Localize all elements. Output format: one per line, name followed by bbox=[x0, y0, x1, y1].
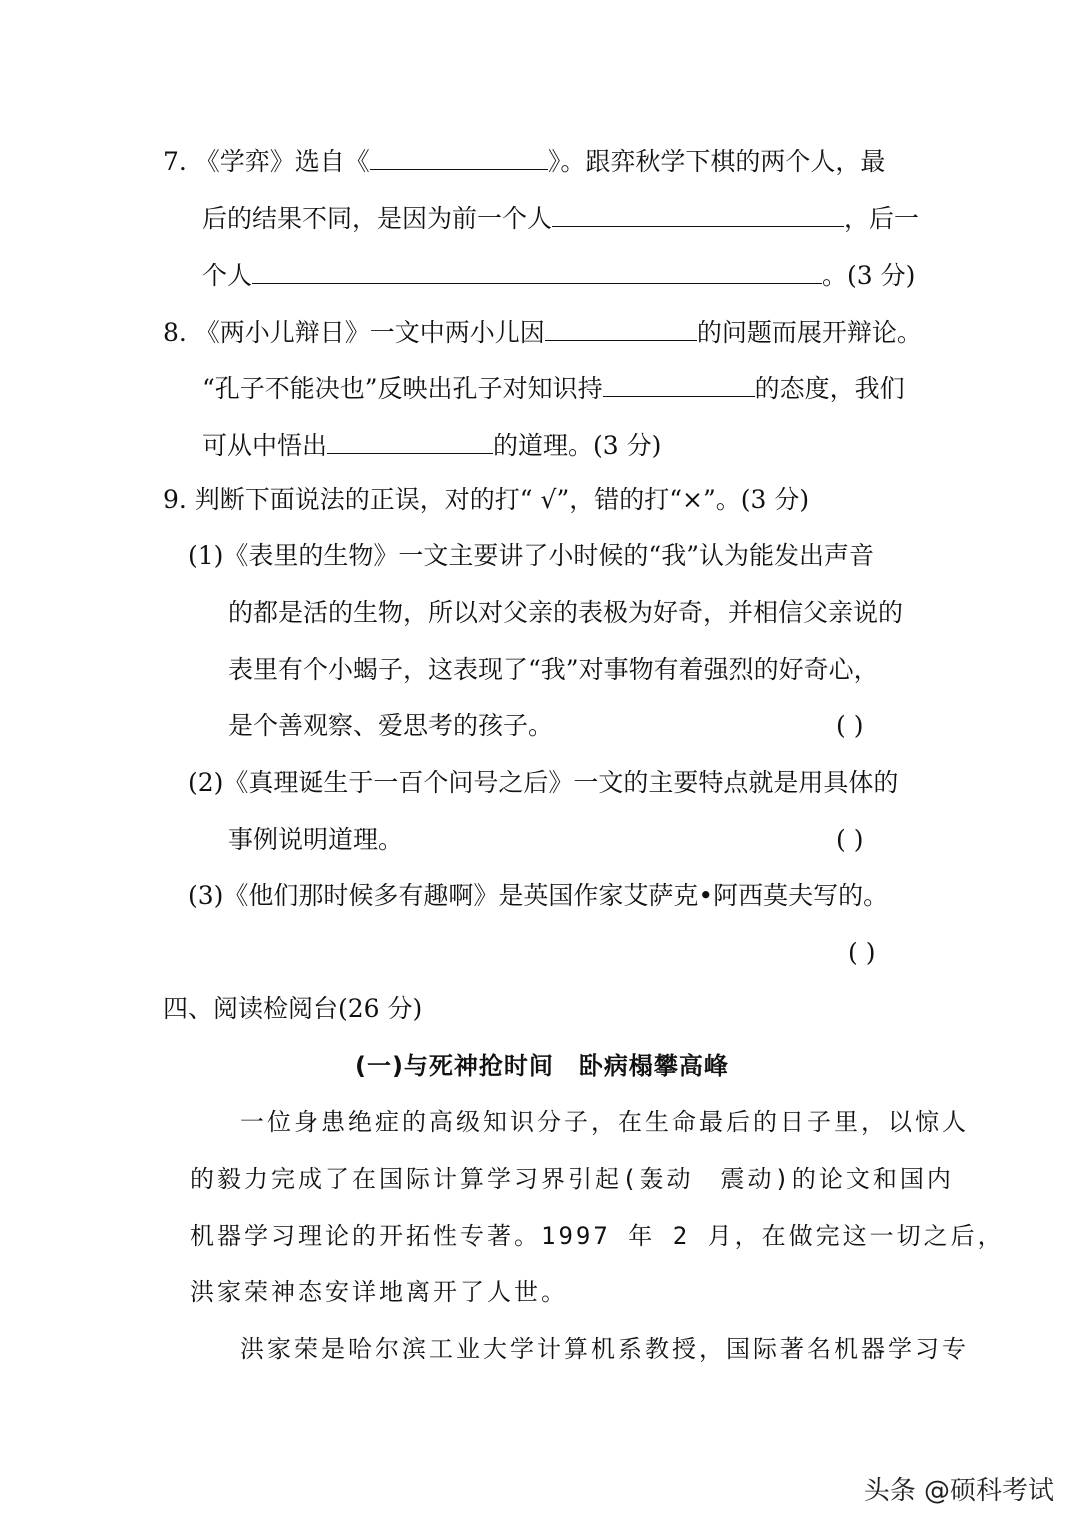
passage-line-3: 机器学习理论的开拓性专著。1997 年 2 月，在做完这一切之后， bbox=[190, 1222, 1005, 1250]
q9-item-3-answer-paren[interactable]: ( ) bbox=[848, 938, 876, 967]
q7-text: 后的结果不同，是因为前一个人 bbox=[202, 204, 553, 233]
q9-item-3-line-1: (3)《他们那时候多有趣啊》是英国作家艾萨克•阿西莫夫写的。 bbox=[188, 881, 889, 910]
passage-line-2: 的毅力完成了在国际计算学习界引起(轰动 震动)的论文和国内 bbox=[190, 1165, 954, 1193]
q9-item-2-line-2: 事例说明道理。 bbox=[228, 825, 404, 854]
q7-blank-book[interactable] bbox=[370, 143, 548, 170]
q8-line-2 bbox=[202, 370, 905, 405]
q7-text: 个人 bbox=[202, 261, 253, 290]
q7-text: 7. 《学弈》选自《 bbox=[163, 147, 370, 176]
q9-stem: 9. 判断下面说法的正误，对的打“ √”，错的打“×”。(3 分) bbox=[163, 485, 810, 514]
q7-text: 》。跟弈秋学下棋的两个人，最 bbox=[547, 147, 886, 176]
q7-text: 。(3 分) bbox=[822, 261, 916, 290]
q7-line-2 bbox=[202, 200, 919, 235]
passage-line-1: 一位身患绝症的高级知识分子，在生命最后的日子里，以惊人 bbox=[240, 1108, 969, 1136]
passage-line-5: 洪家荣是哈尔滨工业大学计算机系教授，国际著名机器学习专 bbox=[240, 1335, 969, 1363]
q8-text: 的态度，我们 bbox=[754, 374, 905, 403]
q7-blank-first-person[interactable] bbox=[552, 200, 844, 227]
q9-item-1-line-3: 表里有个小蝎子，这表现了“我”对事物有着强烈的好奇心， bbox=[228, 655, 879, 684]
passage-line-4: 洪家荣神态安详地离开了人世。 bbox=[190, 1278, 568, 1306]
q7-text: ，后一 bbox=[844, 204, 920, 233]
watermark-label: 头条 @硕科考试 bbox=[863, 1476, 1054, 1506]
q8-blank-issue[interactable] bbox=[545, 314, 697, 341]
section-4-title: 四、阅读检阅台(26 分) bbox=[163, 994, 423, 1023]
q9-item-1-line-4: 是个善观察、爱思考的孩子。 bbox=[228, 711, 554, 740]
q8-text: 的道理。(3 分) bbox=[493, 431, 662, 460]
q9-item-1-answer-paren[interactable]: ( ) bbox=[836, 711, 864, 740]
q8-text: 8. 《两小儿辩日》一文中两小儿因 bbox=[163, 318, 545, 347]
q8-blank-lesson[interactable] bbox=[327, 427, 493, 454]
q9-item-2-line-1: (2)《真理诞生于一百个问号之后》一文的主要特点就是用具体的 bbox=[188, 768, 899, 797]
passage-title: (一)与死神抢时间 卧病榻攀高峰 bbox=[355, 1052, 729, 1080]
q8-line-3 bbox=[202, 427, 661, 462]
q9-item-1-line-2: 的都是活的生物，所以对父亲的表极为好奇，并相信父亲说的 bbox=[228, 598, 904, 627]
q8-text: “孔子不能决也”反映出孔子对知识持 bbox=[202, 374, 603, 403]
q9-item-1-line-1: (1)《表里的生物》一文主要讲了小时候的“我”认为能发出声音 bbox=[188, 541, 874, 570]
q9-item-2-answer-paren[interactable]: ( ) bbox=[836, 825, 864, 854]
q7-line-1 bbox=[163, 143, 885, 178]
q7-blank-second-person[interactable] bbox=[252, 257, 822, 284]
q8-line-1 bbox=[163, 314, 922, 349]
q8-blank-attitude[interactable] bbox=[603, 370, 755, 397]
q7-line-3 bbox=[202, 257, 915, 292]
q8-text: 可从中悟出 bbox=[202, 431, 328, 460]
q8-text: 的问题而展开辩论。 bbox=[696, 318, 922, 347]
